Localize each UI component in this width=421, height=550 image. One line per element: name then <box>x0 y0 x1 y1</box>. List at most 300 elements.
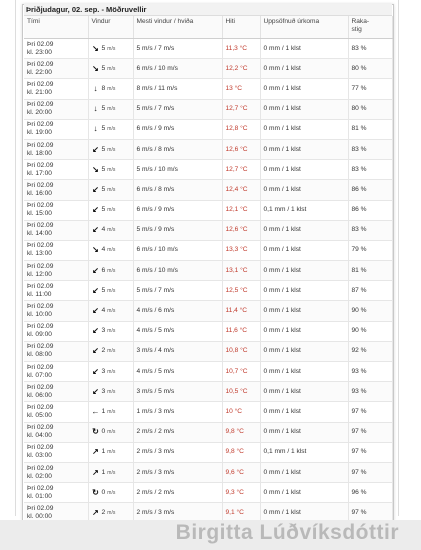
wind-direction-icon: ↙ <box>92 306 99 316</box>
table-body <box>24 39 392 524</box>
wind-cell <box>88 301 133 321</box>
wind-unit: m/s <box>107 388 116 395</box>
row-date: Þri 02.09 <box>27 222 54 230</box>
row-date: Þri 02.09 <box>27 121 54 129</box>
temperature-cell: 10,8 °C <box>222 341 260 361</box>
temperature-cell: 9,3 °C <box>222 483 260 503</box>
wind-cell <box>88 160 133 180</box>
time-cell <box>24 180 88 200</box>
wind-direction-icon: ↓ <box>93 83 98 93</box>
row-date: Þri 02.09 <box>27 303 54 311</box>
wind-cell <box>88 382 133 402</box>
row-date: Þri 02.09 <box>27 181 54 189</box>
table-row <box>24 362 392 382</box>
signature: Birgitta Lúðvíksdóttir <box>175 521 399 544</box>
wind-direction-icon: ↙ <box>92 225 99 235</box>
humidity-cell: 96 % <box>348 483 392 503</box>
temperature-cell: 10 °C <box>222 402 260 422</box>
wind-speed: 5 <box>101 286 106 294</box>
temperature-cell: 11,6 °C <box>222 321 260 341</box>
precipitation-cell: 0 mm / 1 klst <box>260 160 348 180</box>
row-time: kl. 08:00 <box>27 351 52 359</box>
humidity-cell: 80 % <box>348 59 392 79</box>
precipitation-cell: 0 mm / 1 klst <box>260 39 348 59</box>
humidity-cell: 83 % <box>348 220 392 240</box>
wind-speed: 3 <box>101 387 106 395</box>
wind-cell <box>88 119 133 139</box>
time-cell <box>24 321 88 341</box>
row-time: kl. 04:00 <box>27 432 52 440</box>
wind-unit: m/s <box>107 348 116 355</box>
wind-cell <box>88 39 133 59</box>
gust-cell: 2 m/s / 3 m/s <box>133 442 222 462</box>
header-row <box>24 16 392 39</box>
precipitation-cell: 0,1 mm / 1 klst <box>260 442 348 462</box>
row-date: Þri 02.09 <box>27 282 54 290</box>
table-row <box>24 99 392 119</box>
table-row <box>24 160 392 180</box>
humidity-cell: 97 % <box>348 402 392 422</box>
humidity-cell: 83 % <box>348 139 392 159</box>
wind-unit: m/s <box>107 166 116 173</box>
wind-unit: m/s <box>107 207 116 214</box>
wind-unit: m/s <box>107 308 116 315</box>
wind-unit: m/s <box>107 247 116 254</box>
wind-unit: m/s <box>107 368 116 375</box>
time-cell <box>24 483 88 503</box>
humidity-cell: 83 % <box>348 39 392 59</box>
gust-cell: 6 m/s / 10 m/s <box>133 240 222 260</box>
row-time: kl. 17:00 <box>27 169 52 177</box>
wind-cell <box>88 180 133 200</box>
time-cell <box>24 341 88 361</box>
gust-cell: 5 m/s / 10 m/s <box>133 160 222 180</box>
wind-speed: 5 <box>101 125 106 133</box>
wind-cell <box>88 99 133 119</box>
gust-cell: 5 m/s / 9 m/s <box>133 220 222 240</box>
gust-cell: 4 m/s / 6 m/s <box>133 301 222 321</box>
row-date: Þri 02.09 <box>27 141 54 149</box>
row-time: kl. 20:00 <box>27 109 52 117</box>
humidity-cell: 81 % <box>348 261 392 281</box>
wind-direction-icon: ← <box>91 406 100 416</box>
wind-cell <box>88 462 133 482</box>
humidity-cell: 97 % <box>348 503 392 523</box>
temperature-cell: 11,3 °C <box>222 39 260 59</box>
right-rule <box>398 0 399 516</box>
precipitation-cell: 0 mm / 1 klst <box>260 362 348 382</box>
row-time: kl. 23:00 <box>27 48 52 56</box>
wind-unit: m/s <box>107 106 116 113</box>
humidity-cell: 87 % <box>348 281 392 301</box>
wind-direction-icon: ↘ <box>92 164 99 174</box>
row-date: Þri 02.09 <box>27 484 54 492</box>
row-date: Þri 02.09 <box>27 424 54 432</box>
gust-cell: 5 m/s / 7 m/s <box>133 99 222 119</box>
table-row <box>24 220 392 240</box>
time-cell <box>24 362 88 382</box>
wind-cell <box>88 261 133 281</box>
temperature-cell: 10,7 °C <box>222 362 260 382</box>
table-row <box>24 402 392 422</box>
table-row <box>24 301 392 321</box>
row-date: Þri 02.09 <box>27 202 54 210</box>
temperature-cell: 12,6 °C <box>222 139 260 159</box>
gust-cell: 5 m/s / 7 m/s <box>133 39 222 59</box>
row-date: Þri 02.09 <box>27 363 54 371</box>
wind-speed: 0 <box>101 428 106 436</box>
gust-cell: 1 m/s / 3 m/s <box>133 402 222 422</box>
wind-speed: 2 <box>101 508 106 516</box>
humidity-cell: 80 % <box>348 99 392 119</box>
precipitation-cell: 0 mm / 1 klst <box>260 99 348 119</box>
row-time: kl. 13:00 <box>27 250 52 258</box>
wind-speed: 5 <box>101 206 106 214</box>
temperature-cell: 12,4 °C <box>222 180 260 200</box>
wind-speed: 5 <box>101 185 106 193</box>
row-time: kl. 05:00 <box>27 411 52 419</box>
temperature-cell: 9,8 °C <box>222 422 260 442</box>
wind-speed: 1 <box>101 468 106 476</box>
wind-speed: 5 <box>101 105 106 113</box>
temperature-cell: 12,2 °C <box>222 59 260 79</box>
wind-unit: m/s <box>107 509 116 516</box>
gust-cell: 4 m/s / 5 m/s <box>133 362 222 382</box>
wind-speed: 5 <box>101 64 106 72</box>
precipitation-cell: 0 mm / 1 klst <box>260 402 348 422</box>
wind-cell <box>88 402 133 422</box>
row-date: Þri 02.09 <box>27 40 54 48</box>
humidity-cell: 97 % <box>348 462 392 482</box>
row-date: Þri 02.09 <box>27 262 54 270</box>
table-row <box>24 180 392 200</box>
wind-unit: m/s <box>107 186 116 193</box>
precipitation-cell: 0 mm / 1 klst <box>260 503 348 523</box>
time-cell <box>24 261 88 281</box>
table-row <box>24 341 392 361</box>
wind-speed: 3 <box>101 327 106 335</box>
row-time: kl. 02:00 <box>27 472 52 480</box>
precipitation-cell: 0 mm / 1 klst <box>260 79 348 99</box>
table-row <box>24 79 392 99</box>
temperature-cell: 13 °C <box>222 79 260 99</box>
temperature-cell: 9,8 °C <box>222 442 260 462</box>
table-row <box>24 462 392 482</box>
temperature-cell: 12,1 °C <box>222 200 260 220</box>
table-row <box>24 119 392 139</box>
header-humidity <box>348 16 392 39</box>
wind-direction-icon: ↗ <box>92 447 99 457</box>
temperature-cell: 13,1 °C <box>222 261 260 281</box>
wind-cell <box>88 59 133 79</box>
temperature-cell: 12,8 °C <box>222 119 260 139</box>
row-time: kl. 18:00 <box>27 149 52 157</box>
header-humidity-line2: stig <box>351 26 362 33</box>
gust-cell: 3 m/s / 4 m/s <box>133 341 222 361</box>
temperature-cell: 9,1 °C <box>222 503 260 523</box>
wind-cell <box>88 281 133 301</box>
header-temp: Hiti <box>222 16 260 39</box>
gust-cell: 3 m/s / 5 m/s <box>133 382 222 402</box>
wind-speed: 5 <box>101 145 106 153</box>
wind-direction-icon: ↙ <box>92 205 99 215</box>
wind-direction-icon: ↙ <box>92 285 99 295</box>
wind-unit: m/s <box>107 449 116 456</box>
gust-cell: 6 m/s / 8 m/s <box>133 139 222 159</box>
time-cell <box>24 59 88 79</box>
precipitation-cell: 0 mm / 1 klst <box>260 240 348 260</box>
table-row <box>24 200 392 220</box>
humidity-cell: 90 % <box>348 301 392 321</box>
row-date: Þri 02.09 <box>27 161 54 169</box>
wind-direction-icon: ↙ <box>92 184 99 194</box>
row-date: Þri 02.09 <box>27 403 54 411</box>
table-row <box>24 59 392 79</box>
left-rule <box>15 0 16 516</box>
gust-cell: 2 m/s / 3 m/s <box>133 503 222 523</box>
weather-table <box>24 16 393 524</box>
gust-cell: 6 m/s / 8 m/s <box>133 180 222 200</box>
wind-unit: m/s <box>107 408 116 415</box>
header-time: Tími <box>24 16 88 39</box>
wind-unit: m/s <box>107 328 116 335</box>
temperature-cell: 10,5 °C <box>222 382 260 402</box>
time-cell <box>24 382 88 402</box>
wind-direction-icon: ↻ <box>92 427 99 437</box>
humidity-cell: 77 % <box>348 79 392 99</box>
precipitation-cell: 0 mm / 1 klst <box>260 180 348 200</box>
table-row <box>24 281 392 301</box>
temperature-cell: 12,5 °C <box>222 281 260 301</box>
table-row <box>24 139 392 159</box>
precipitation-cell: 0 mm / 1 klst <box>260 281 348 301</box>
time-cell <box>24 240 88 260</box>
wind-speed: 8 <box>101 84 106 92</box>
row-time: kl. 00:00 <box>27 512 52 520</box>
time-cell <box>24 79 88 99</box>
header-humidity-line1: Raka- <box>351 18 370 25</box>
wind-unit: m/s <box>107 227 116 234</box>
table-row <box>24 240 392 260</box>
temperature-cell: 9,6 °C <box>222 462 260 482</box>
row-time: kl. 19:00 <box>27 129 52 137</box>
row-time: kl. 10:00 <box>27 311 52 319</box>
wind-unit: m/s <box>107 489 116 496</box>
row-date: Þri 02.09 <box>27 60 54 68</box>
wind-cell <box>88 240 133 260</box>
wind-unit: m/s <box>107 126 116 133</box>
row-date: Þri 02.09 <box>27 464 54 472</box>
row-time: kl. 15:00 <box>27 210 52 218</box>
temperature-cell: 13,3 °C <box>222 240 260 260</box>
humidity-cell: 93 % <box>348 362 392 382</box>
wind-unit: m/s <box>107 469 116 476</box>
gust-cell: 5 m/s / 7 m/s <box>133 281 222 301</box>
gust-cell: 2 m/s / 2 m/s <box>133 483 222 503</box>
row-date: Þri 02.09 <box>27 504 54 512</box>
precipitation-cell: 0 mm / 1 klst <box>260 301 348 321</box>
humidity-cell: 79 % <box>348 240 392 260</box>
wind-cell <box>88 483 133 503</box>
wind-direction-icon: ↘ <box>92 245 99 255</box>
table-row <box>24 261 392 281</box>
wind-speed: 5 <box>101 44 106 52</box>
precipitation-cell: 0 mm / 1 klst <box>260 321 348 341</box>
humidity-cell: 86 % <box>348 180 392 200</box>
humidity-cell: 90 % <box>348 321 392 341</box>
wind-speed: 4 <box>101 226 106 234</box>
precipitation-cell: 0 mm / 1 klst <box>260 422 348 442</box>
wind-cell <box>88 79 133 99</box>
wind-cell <box>88 362 133 382</box>
wind-speed: 1 <box>101 407 106 415</box>
wind-cell <box>88 442 133 462</box>
row-time: kl. 01:00 <box>27 492 52 500</box>
row-time: kl. 11:00 <box>27 290 52 298</box>
wind-unit: m/s <box>107 85 116 92</box>
wind-speed: 5 <box>101 165 106 173</box>
wind-unit: m/s <box>107 65 116 72</box>
wind-direction-icon: ↗ <box>92 507 99 517</box>
gust-cell: 6 m/s / 10 m/s <box>133 261 222 281</box>
precipitation-cell: 0 mm / 1 klst <box>260 119 348 139</box>
precipitation-cell: 0 mm / 1 klst <box>260 139 348 159</box>
wind-direction-icon: ↙ <box>92 265 99 275</box>
row-time: kl. 21:00 <box>27 88 52 96</box>
row-date: Þri 02.09 <box>27 323 54 331</box>
row-date: Þri 02.09 <box>27 101 54 109</box>
wind-direction-icon: ↙ <box>92 326 99 336</box>
wind-direction-icon: ↻ <box>92 487 99 497</box>
time-cell <box>24 39 88 59</box>
gust-cell: 2 m/s / 3 m/s <box>133 462 222 482</box>
table-row <box>24 442 392 462</box>
humidity-cell: 83 % <box>348 160 392 180</box>
row-time: kl. 14:00 <box>27 230 52 238</box>
humidity-cell: 86 % <box>348 200 392 220</box>
precipitation-cell: 0 mm / 1 klst <box>260 59 348 79</box>
wind-direction-icon: ↓ <box>93 104 98 114</box>
time-cell <box>24 160 88 180</box>
row-time: kl. 16:00 <box>27 189 52 197</box>
time-cell <box>24 402 88 422</box>
time-cell <box>24 200 88 220</box>
gust-cell: 4 m/s / 5 m/s <box>133 321 222 341</box>
wind-speed: 2 <box>101 347 106 355</box>
time-cell <box>24 220 88 240</box>
wind-cell <box>88 321 133 341</box>
precipitation-cell: 0 mm / 1 klst <box>260 462 348 482</box>
row-time: kl. 09:00 <box>27 331 52 339</box>
wind-cell <box>88 341 133 361</box>
wind-speed: 4 <box>101 246 106 254</box>
table-caption: Þriðjudagur, 02. sep. - Möðruvellir <box>24 4 392 16</box>
row-time: kl. 12:00 <box>27 270 52 278</box>
humidity-cell: 97 % <box>348 442 392 462</box>
wind-unit: m/s <box>107 429 116 436</box>
wind-cell <box>88 422 133 442</box>
precipitation-cell: 0,1 mm / 1 klst <box>260 200 348 220</box>
table-row <box>24 422 392 442</box>
wind-direction-icon: ↙ <box>92 346 99 356</box>
table-row <box>24 483 392 503</box>
wind-unit: m/s <box>107 45 116 52</box>
temperature-cell: 12,7 °C <box>222 160 260 180</box>
time-cell <box>24 301 88 321</box>
row-time: kl. 22:00 <box>27 68 52 76</box>
gust-cell: 6 m/s / 10 m/s <box>133 59 222 79</box>
time-cell <box>24 281 88 301</box>
time-cell <box>24 139 88 159</box>
row-time: kl. 03:00 <box>27 452 52 460</box>
time-cell <box>24 442 88 462</box>
table-row <box>24 321 392 341</box>
header-wind: Vindur <box>88 16 133 39</box>
wind-unit: m/s <box>107 287 116 294</box>
wind-speed: 3 <box>101 367 106 375</box>
precipitation-cell: 0 mm / 1 klst <box>260 261 348 281</box>
wind-direction-icon: ↙ <box>92 386 99 396</box>
table-row <box>24 39 392 59</box>
wind-cell <box>88 200 133 220</box>
row-date: Þri 02.09 <box>27 80 54 88</box>
wind-direction-icon: ↙ <box>92 366 99 376</box>
wind-direction-icon: ↓ <box>93 124 98 134</box>
wind-speed: 4 <box>101 307 106 315</box>
table-row <box>24 382 392 402</box>
wind-direction-icon: ↗ <box>92 467 99 477</box>
precipitation-cell: 0 mm / 1 klst <box>260 220 348 240</box>
header-precip: Uppsöfnuð úrkoma <box>260 16 348 39</box>
temperature-cell: 11,4 °C <box>222 301 260 321</box>
time-cell <box>24 422 88 442</box>
wind-direction-icon: ↙ <box>92 144 99 154</box>
humidity-cell: 92 % <box>348 341 392 361</box>
wind-speed: 1 <box>101 448 106 456</box>
wind-unit: m/s <box>107 267 116 274</box>
precipitation-cell: 0 mm / 1 klst <box>260 483 348 503</box>
temperature-cell: 12,7 °C <box>222 99 260 119</box>
wind-unit: m/s <box>107 146 116 153</box>
row-time: kl. 07:00 <box>27 371 52 379</box>
time-cell <box>24 99 88 119</box>
humidity-cell: 97 % <box>348 422 392 442</box>
time-cell <box>24 462 88 482</box>
header-gust: Mesti vindur / hviða <box>133 16 222 39</box>
wind-direction-icon: ↘ <box>92 43 99 53</box>
row-date: Þri 02.09 <box>27 343 54 351</box>
row-date: Þri 02.09 <box>27 444 54 452</box>
gust-cell: 6 m/s / 9 m/s <box>133 200 222 220</box>
row-date: Þri 02.09 <box>27 383 54 391</box>
row-time: kl. 06:00 <box>27 391 52 399</box>
wind-direction-icon: ↘ <box>92 63 99 73</box>
precipitation-cell: 0 mm / 1 klst <box>260 382 348 402</box>
gust-cell: 2 m/s / 2 m/s <box>133 422 222 442</box>
temperature-cell: 12,6 °C <box>222 220 260 240</box>
gust-cell: 6 m/s / 9 m/s <box>133 119 222 139</box>
precipitation-cell: 0 mm / 1 klst <box>260 341 348 361</box>
row-date: Þri 02.09 <box>27 242 54 250</box>
wind-cell <box>88 220 133 240</box>
wind-cell <box>88 139 133 159</box>
wind-speed: 6 <box>101 266 106 274</box>
gust-cell: 8 m/s / 11 m/s <box>133 79 222 99</box>
wind-speed: 0 <box>101 488 106 496</box>
humidity-cell: 93 % <box>348 382 392 402</box>
time-cell <box>24 119 88 139</box>
humidity-cell: 81 % <box>348 119 392 139</box>
